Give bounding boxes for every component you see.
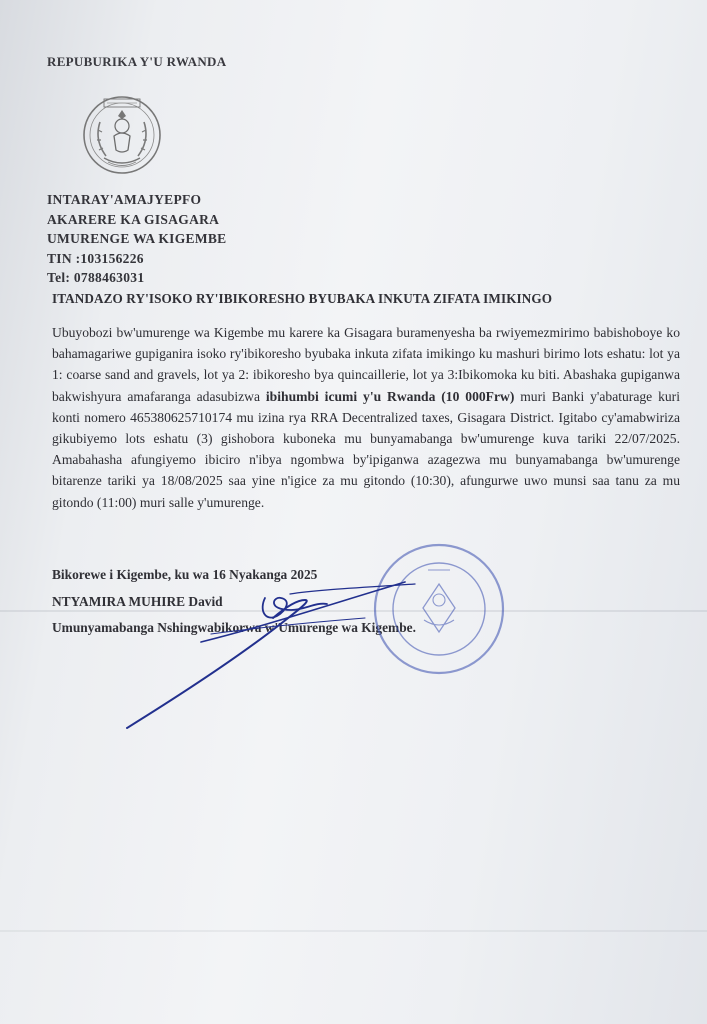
issue-date-line: Bikorewe i Kigembe, ku wa 16 Nyakanga 2025 — [52, 567, 318, 582]
country-heading: REPUBURIKA Y'U RWANDA — [47, 54, 227, 69]
issuer-block — [47, 190, 226, 288]
signer-name: NTYAMIRA MUHIRE David — [52, 594, 223, 609]
body-text-part2: muri Banki y'abaturage kuri konti nomero 465380625710174 mu izina rya RRA Decentralized taxes, Gisagara District. Igitabo cy'amabwiriza gikubiyemo lots eshatu (3) gishobora kuboneka mu bunyamabanga bw'umurenge kuva tariki 22/07/2025. Amabahasha afungiyemo ibiciro n'ibya ngombwa by'ipiganwa azagezwa mu bunyamabanga bw'umurenge bitarenze tariki ya 18/08/2025 saa yine n'igice za mu gitondo (10:30), afungurwe uwo munsi saa tanu za mu gitondo (11:00) muri salle y'umurenge. — [52, 388, 680, 510]
tin-line: TIN :103156226 — [47, 250, 144, 266]
notice-body — [52, 322, 680, 513]
signer-role: Umunyamabanga Nshingwabikorwa w'Umurenge wa Kigembe. — [52, 620, 416, 635]
notice-title: ITANDAZO RY'ISOKO RY'IBIKORESHO BYUBAKA INKUTA ZIFATA IMIKINGO — [52, 291, 553, 306]
tel-line: Tel: 0788463031 — [47, 270, 145, 285]
coat-of-arms-emblem — [80, 92, 164, 178]
fee-amount: ibihumbi icumi y'u Rwanda (10 000Frw) — [265, 388, 515, 404]
district-line: AKARERE KA GISAGARA — [47, 211, 220, 227]
handwritten-signature — [115, 570, 435, 740]
sector-line: UMURENGE WA KIGEMBE — [47, 231, 227, 246]
body-text-part1: Ubuyobozi bw'umurenge wa Kigembe mu karere ka Gisagara buramenyesha ba rwiyemezmirimo babishoboye ko bahamagariwe gupiganira isoko ry'ibikoresho byubaka inkuta zifata imikingo ku mashuri birimo lots eshatu: lot ya 1: coarse sand and gravels, lot ya 2: ibikoresho bya quincaillerie, lot ya 3:Ibikomoka ku biti. Abashaka gupiganwa bakwishyura amafaranga adasubizwa — [52, 325, 680, 404]
province-line: INTARAY'AMAJYEPFO — [47, 192, 202, 207]
paper-fold — [0, 930, 707, 932]
